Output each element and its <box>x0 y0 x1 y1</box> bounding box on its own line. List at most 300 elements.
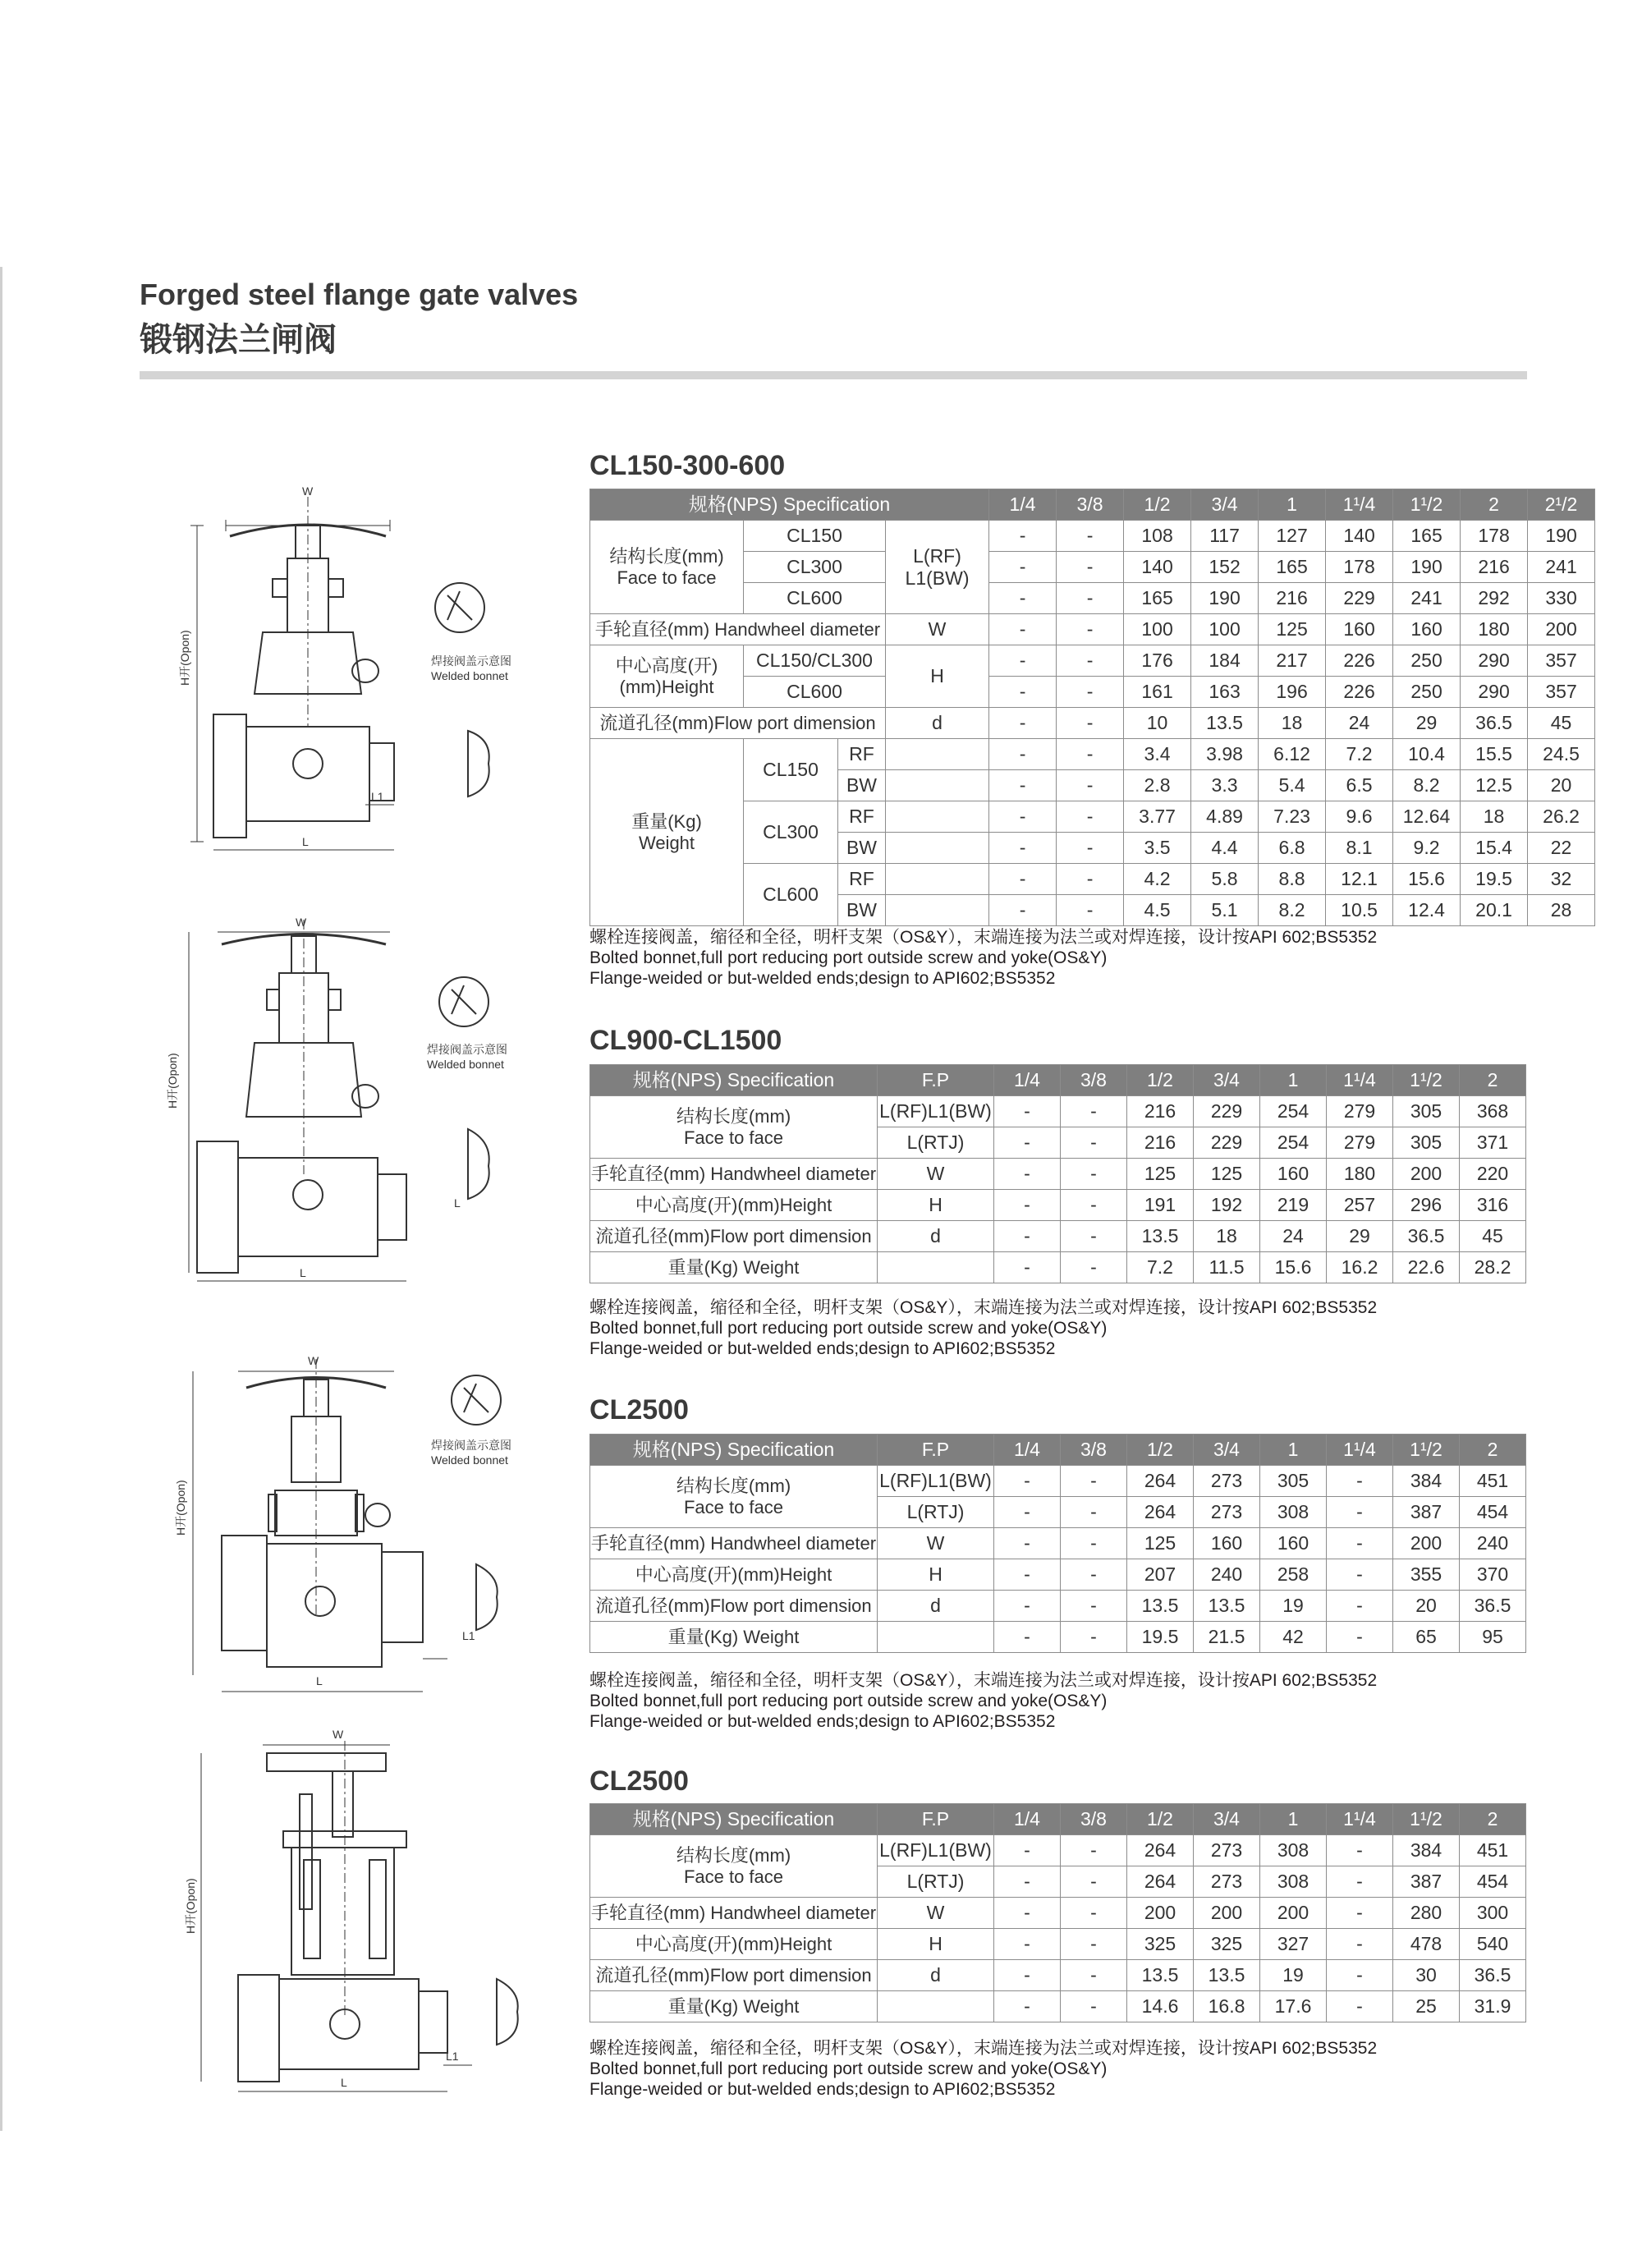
value-cell: 384 <box>1393 1466 1460 1497</box>
size-header: 1¹/4 <box>1327 1065 1393 1096</box>
size-header: 1 <box>1260 1065 1327 1096</box>
value-cell: 160 <box>1260 1159 1327 1190</box>
note-line-en: Flange-weided or but-welded ends;design to API602;BS5352 <box>589 1339 1056 1358</box>
value-cell: 264 <box>1127 1866 1194 1898</box>
value-cell: - <box>1327 1528 1393 1559</box>
symbol-cell: L(RF)L1(BW) <box>878 1835 994 1866</box>
value-cell: 165 <box>1124 583 1191 614</box>
value-cell: 8.1 <box>1326 833 1393 864</box>
value-cell: 21.5 <box>1194 1622 1260 1653</box>
value-cell: 357 <box>1528 677 1595 708</box>
value-cell: - <box>1061 1559 1127 1591</box>
value-cell: - <box>1057 770 1124 801</box>
value-cell: 160 <box>1260 1528 1327 1559</box>
value-cell: 5.1 <box>1191 895 1259 926</box>
handwheel-label: 手轮直径(mm) Handwheel diameter <box>590 1159 878 1190</box>
value-cell: 325 <box>1194 1929 1260 1960</box>
size-header: 2 <box>1460 1065 1526 1096</box>
table-row <box>590 1159 1526 1190</box>
value-cell: 190 <box>1393 552 1461 583</box>
value-cell: 24 <box>1326 708 1393 739</box>
value-cell: 316 <box>1460 1190 1526 1221</box>
table-row <box>590 645 1595 677</box>
value-cell: - <box>994 1898 1061 1929</box>
value-cell: 125 <box>1127 1159 1194 1190</box>
value-cell: 305 <box>1260 1466 1327 1497</box>
value-cell: 30 <box>1393 1960 1460 1991</box>
value-cell: - <box>989 645 1057 677</box>
value-cell: - <box>1327 1559 1393 1591</box>
height-label <box>590 645 744 708</box>
label-cn: 结构长度(mm) <box>676 1106 791 1127</box>
value-cell: 3.77 <box>1124 801 1191 833</box>
value-cell: - <box>1061 1591 1127 1622</box>
size-header: 1/4 <box>994 1435 1061 1466</box>
label-en: Face to face <box>617 567 717 588</box>
value-cell: 384 <box>1393 1835 1460 1866</box>
value-cell: 229 <box>1194 1096 1260 1127</box>
end-type-cell: RF <box>838 801 886 833</box>
table-row <box>590 739 1595 770</box>
dim-label-w: W <box>296 916 307 929</box>
spec-table-cl2500-b <box>589 1803 1526 2022</box>
note-line-cn: 螺栓连接阀盖，缩径和全径，明杆支架（OS&Y），末端连接为法兰或对焊连接，设计按API 602;BS5352 <box>589 2039 1378 2058</box>
value-cell: - <box>994 1252 1061 1283</box>
value-cell: 3.4 <box>1124 739 1191 770</box>
value-cell: 108 <box>1124 521 1191 552</box>
value-cell: 180 <box>1461 614 1528 645</box>
dim-label-h: H开(Opon) <box>178 630 191 686</box>
value-cell: 45 <box>1528 708 1595 739</box>
value-cell: 3.98 <box>1191 739 1259 770</box>
value-cell: 241 <box>1528 552 1595 583</box>
value-cell: 216 <box>1127 1127 1194 1159</box>
value-cell: - <box>989 770 1057 801</box>
value-cell: 454 <box>1460 1866 1526 1898</box>
size-header: 3/8 <box>1061 1435 1127 1466</box>
symbol-cell: H <box>878 1559 994 1591</box>
symbol-cell: H <box>878 1929 994 1960</box>
value-cell: 216 <box>1461 552 1528 583</box>
value-cell: 6.5 <box>1326 770 1393 801</box>
value-cell: 296 <box>1393 1190 1460 1221</box>
table-row <box>590 1190 1526 1221</box>
value-cell: - <box>1057 739 1124 770</box>
welded-label-cn: 焊接阀盖示意图 <box>431 654 511 668</box>
weight-label: 重量(Kg) Weight <box>590 1622 878 1653</box>
spec-header: 规格(NPS) Specification <box>590 1804 878 1835</box>
value-cell: 15.4 <box>1461 833 1528 864</box>
value-cell: - <box>1061 1159 1127 1190</box>
empty-cell <box>886 895 989 926</box>
size-header: 1¹/2 <box>1393 489 1461 521</box>
value-cell: 300 <box>1460 1898 1526 1929</box>
value-cell: - <box>1057 708 1124 739</box>
value-cell: - <box>1061 1835 1127 1866</box>
value-cell: - <box>994 1127 1061 1159</box>
size-header: 1/2 <box>1127 1804 1194 1835</box>
size-header: 3/4 <box>1194 1065 1260 1096</box>
value-cell: 100 <box>1191 614 1259 645</box>
size-header: 1/2 <box>1124 489 1191 521</box>
class-cell: CL300 <box>744 801 838 864</box>
value-cell: 229 <box>1194 1127 1260 1159</box>
value-cell: 176 <box>1124 645 1191 677</box>
value-cell: 180 <box>1327 1159 1393 1190</box>
symbol-cell: L(RTJ) <box>878 1866 994 1898</box>
size-header: 1 <box>1260 1435 1327 1466</box>
table-row <box>590 1096 1526 1127</box>
dim-label-l: L <box>341 2076 347 2089</box>
value-cell: 8.2 <box>1259 895 1326 926</box>
flow-port-label: 流道孔径(mm)Flow port dimension <box>590 1960 878 1991</box>
value-cell: 6.12 <box>1259 739 1326 770</box>
value-cell: 226 <box>1326 645 1393 677</box>
value-cell: 19 <box>1260 1591 1327 1622</box>
table-header-row <box>590 1435 1526 1466</box>
section-title-cl2500: CL2500 <box>589 1765 689 1797</box>
value-cell: 160 <box>1326 614 1393 645</box>
note-line-en: Flange-weided or but-welded ends;design to API602;BS5352 <box>589 1712 1056 1731</box>
value-cell: 190 <box>1191 583 1259 614</box>
value-cell: 14.6 <box>1127 1991 1194 2022</box>
end-type-cell: BW <box>838 895 886 926</box>
empty-cell <box>878 1991 994 2022</box>
value-cell: 18 <box>1259 708 1326 739</box>
value-cell: 10.4 <box>1393 739 1461 770</box>
dim-label-l1: L1 <box>371 790 384 803</box>
value-cell: 216 <box>1127 1096 1194 1127</box>
valve-drawing-1 <box>164 480 525 858</box>
symbol-cell: H <box>878 1190 994 1221</box>
table-note <box>589 1297 1377 1359</box>
value-cell: - <box>989 614 1057 645</box>
value-cell: 117 <box>1191 521 1259 552</box>
value-cell: - <box>1327 1835 1393 1866</box>
size-header: 1 <box>1260 1804 1327 1835</box>
value-cell: - <box>994 1929 1061 1960</box>
value-cell: 13.5 <box>1127 1221 1194 1252</box>
value-cell: 12.1 <box>1326 864 1393 895</box>
empty-cell <box>878 1622 994 1653</box>
symbol-cell: W <box>878 1159 994 1190</box>
value-cell: 10 <box>1124 708 1191 739</box>
value-cell: 290 <box>1461 677 1528 708</box>
size-header: 1¹/2 <box>1393 1804 1460 1835</box>
value-cell: 387 <box>1393 1866 1460 1898</box>
value-cell: - <box>989 801 1057 833</box>
value-cell: 264 <box>1127 1835 1194 1866</box>
welded-label-en: Welded bonnet <box>431 669 508 682</box>
spec-table-cl150-300-600 <box>589 489 1595 926</box>
value-cell: 125 <box>1127 1528 1194 1559</box>
value-cell: - <box>1061 1898 1127 1929</box>
value-cell: 368 <box>1460 1096 1526 1127</box>
value-cell: 264 <box>1127 1497 1194 1528</box>
symbol-cell <box>886 521 989 614</box>
value-cell: - <box>989 864 1057 895</box>
value-cell: - <box>1061 1866 1127 1898</box>
dim-label-h: H开(Opon) <box>184 1878 197 1934</box>
value-cell: - <box>1327 1497 1393 1528</box>
fp-header: F.P <box>878 1435 994 1466</box>
value-cell: - <box>1061 1497 1127 1528</box>
value-cell: 3.3 <box>1191 770 1259 801</box>
value-cell: - <box>1057 583 1124 614</box>
spec-header: 规格(NPS) Specification <box>590 489 989 521</box>
table-row <box>590 1835 1526 1866</box>
dim-label-l: L <box>302 835 309 848</box>
value-cell: 207 <box>1127 1559 1194 1591</box>
value-cell: 19 <box>1260 1960 1327 1991</box>
dim-label-w: W <box>308 1354 319 1367</box>
value-cell: 29 <box>1327 1221 1393 1252</box>
value-cell: 125 <box>1194 1159 1260 1190</box>
value-cell: - <box>994 1991 1061 2022</box>
value-cell: 240 <box>1460 1528 1526 1559</box>
value-cell: 22 <box>1528 833 1595 864</box>
value-cell: 160 <box>1393 614 1461 645</box>
value-cell: - <box>989 739 1057 770</box>
value-cell: 357 <box>1528 645 1595 677</box>
section-title-cl2500: CL2500 <box>589 1394 689 1426</box>
size-header: 1¹/4 <box>1327 1804 1393 1835</box>
size-header: 2 <box>1461 489 1528 521</box>
value-cell: 163 <box>1191 677 1259 708</box>
value-cell: 216 <box>1259 583 1326 614</box>
gate-valve-drawing <box>164 480 525 858</box>
size-header: 1/4 <box>994 1804 1061 1835</box>
class-cell: CL600 <box>744 677 886 708</box>
face-to-face-label <box>590 1835 878 1898</box>
value-cell: - <box>994 1559 1061 1591</box>
value-cell: - <box>994 1096 1061 1127</box>
value-cell: 192 <box>1194 1190 1260 1221</box>
value-cell: 7.23 <box>1259 801 1326 833</box>
value-cell: - <box>1327 1466 1393 1497</box>
dim-label-l: L <box>454 1196 461 1210</box>
value-cell: 290 <box>1461 645 1528 677</box>
value-cell: 13.5 <box>1127 1591 1194 1622</box>
size-header: 3/8 <box>1061 1065 1127 1096</box>
symbol-cell: L(RTJ) <box>878 1127 994 1159</box>
symbol-cell: W <box>886 614 989 645</box>
table-row <box>590 1929 1526 1960</box>
end-type-cell: BW <box>838 833 886 864</box>
value-cell: 7.2 <box>1326 739 1393 770</box>
value-cell: 165 <box>1393 521 1461 552</box>
label-en: Face to face <box>683 1866 784 1887</box>
value-cell: - <box>1057 677 1124 708</box>
value-cell: 478 <box>1393 1929 1460 1960</box>
value-cell: - <box>989 895 1057 926</box>
table-note <box>589 1670 1377 1732</box>
class-cell: CL150 <box>744 521 886 552</box>
welded-label-en: Welded bonnet <box>427 1058 504 1071</box>
value-cell: 127 <box>1259 521 1326 552</box>
symbol-cell: d <box>878 1591 994 1622</box>
value-cell: 196 <box>1259 677 1326 708</box>
table-note <box>589 2038 1377 2100</box>
symbol-cell: d <box>878 1221 994 1252</box>
class-cell: CL600 <box>744 583 886 614</box>
symbol-lrf: L(RF) <box>913 545 961 567</box>
value-cell: - <box>1057 833 1124 864</box>
value-cell: 31.9 <box>1460 1991 1526 2022</box>
value-cell: 200 <box>1194 1898 1260 1929</box>
label-en: (mm)Height <box>619 676 714 697</box>
value-cell: 219 <box>1260 1190 1327 1221</box>
value-cell: 8.2 <box>1393 770 1461 801</box>
table-row <box>590 1622 1526 1653</box>
value-cell: 355 <box>1393 1559 1460 1591</box>
table-row <box>590 1528 1526 1559</box>
value-cell: 19.5 <box>1127 1622 1194 1653</box>
value-cell: - <box>1061 1960 1127 1991</box>
spec-table-cl900-cl1500 <box>589 1064 1526 1283</box>
value-cell: 140 <box>1326 521 1393 552</box>
value-cell: 20 <box>1393 1591 1460 1622</box>
value-cell: 370 <box>1460 1559 1526 1591</box>
value-cell: 191 <box>1127 1190 1194 1221</box>
handwheel-label: 手轮直径(mm) Handwheel diameter <box>590 614 886 645</box>
gate-valve-drawing <box>160 911 521 1281</box>
value-cell: 229 <box>1326 583 1393 614</box>
value-cell: 540 <box>1460 1929 1526 1960</box>
spec-header: 规格(NPS) Specification <box>590 1065 878 1096</box>
note-line-en: Flange-weided or but-welded ends;design to API602;BS5352 <box>589 2080 1056 2099</box>
empty-cell <box>886 801 989 833</box>
value-cell: 184 <box>1191 645 1259 677</box>
fp-header: F.P <box>878 1065 994 1096</box>
value-cell: - <box>1327 1898 1393 1929</box>
table-row <box>590 1252 1526 1283</box>
value-cell: - <box>1061 1096 1127 1127</box>
value-cell: - <box>994 1190 1061 1221</box>
symbol-cell: L(RTJ) <box>878 1497 994 1528</box>
weight-label: 重量(Kg) Weight <box>590 1991 878 2022</box>
symbol-cell: d <box>886 708 989 739</box>
value-cell: - <box>1327 1591 1393 1622</box>
value-cell: - <box>994 1591 1061 1622</box>
handwheel-label: 手轮直径(mm) Handwheel diameter <box>590 1898 878 1929</box>
size-header: 1¹/4 <box>1327 1435 1393 1466</box>
value-cell: 16.2 <box>1327 1252 1393 1283</box>
value-cell: 36.5 <box>1461 708 1528 739</box>
face-to-face-label <box>590 1096 878 1159</box>
value-cell: 220 <box>1460 1159 1526 1190</box>
value-cell: 308 <box>1260 1866 1327 1898</box>
class-cell: CL150 <box>744 739 838 801</box>
value-cell: 12.4 <box>1393 895 1461 926</box>
symbol-cell: W <box>878 1898 994 1929</box>
value-cell: 36.5 <box>1460 1960 1526 1991</box>
value-cell: 254 <box>1260 1127 1327 1159</box>
size-header: 3/4 <box>1191 489 1259 521</box>
value-cell: 160 <box>1194 1528 1260 1559</box>
value-cell: - <box>989 708 1057 739</box>
value-cell: - <box>1057 864 1124 895</box>
size-header: 1¹/2 <box>1393 1435 1460 1466</box>
label-cn: 中心高度(开) <box>615 655 718 677</box>
value-cell: 308 <box>1260 1497 1327 1528</box>
value-cell: 140 <box>1124 552 1191 583</box>
size-header: 1 <box>1259 489 1326 521</box>
size-header: 1/2 <box>1127 1065 1194 1096</box>
value-cell: - <box>1327 1960 1393 1991</box>
value-cell: 152 <box>1191 552 1259 583</box>
value-cell: 13.5 <box>1194 1960 1260 1991</box>
value-cell: - <box>989 833 1057 864</box>
height-label: 中心高度(开)(mm)Height <box>590 1929 878 1960</box>
label-en: Weight <box>638 832 695 853</box>
value-cell: 257 <box>1327 1190 1393 1221</box>
value-cell: 36.5 <box>1393 1221 1460 1252</box>
page-title-cn: 锻钢法兰闸阀 <box>140 322 337 358</box>
value-cell: - <box>1057 521 1124 552</box>
note-line-en: Bolted bonnet,full port reducing port outside screw and yoke(OS&Y) <box>589 2059 1108 2078</box>
empty-cell <box>886 770 989 801</box>
value-cell: 454 <box>1460 1497 1526 1528</box>
symbol-cell: L(RF)L1(BW) <box>878 1096 994 1127</box>
value-cell: 451 <box>1460 1466 1526 1497</box>
value-cell: 5.8 <box>1191 864 1259 895</box>
value-cell: - <box>989 521 1057 552</box>
value-cell: 305 <box>1393 1127 1460 1159</box>
value-cell: 161 <box>1124 677 1191 708</box>
class-cell: CL300 <box>744 552 886 583</box>
size-header: 3/8 <box>1057 489 1124 521</box>
value-cell: 330 <box>1528 583 1595 614</box>
value-cell: 20.1 <box>1461 895 1528 926</box>
value-cell: 3.5 <box>1124 833 1191 864</box>
table-row <box>590 614 1595 645</box>
value-cell: 9.6 <box>1326 801 1393 833</box>
value-cell: 26.2 <box>1528 801 1595 833</box>
table-row <box>590 1466 1526 1497</box>
value-cell: 15.5 <box>1461 739 1528 770</box>
value-cell: 20 <box>1528 770 1595 801</box>
dim-label-w: W <box>333 1728 344 1741</box>
value-cell: - <box>1061 1252 1127 1283</box>
value-cell: - <box>994 1960 1061 1991</box>
size-header: 3/4 <box>1194 1435 1260 1466</box>
value-cell: 17.6 <box>1260 1991 1327 2022</box>
value-cell: 325 <box>1127 1929 1194 1960</box>
note-line-cn: 螺栓连接阀盖，缩径和全径，明杆支架（OS&Y），末端连接为法兰或对焊连接，设计按API 602;BS5352 <box>589 1671 1378 1690</box>
value-cell: 273 <box>1194 1466 1260 1497</box>
table-row <box>590 1898 1526 1929</box>
value-cell: - <box>994 1497 1061 1528</box>
handwheel-label: 手轮直径(mm) Handwheel diameter <box>590 1528 878 1559</box>
value-cell: 4.2 <box>1124 864 1191 895</box>
value-cell: 125 <box>1259 614 1326 645</box>
value-cell: 200 <box>1260 1898 1327 1929</box>
valve-drawing-4 <box>185 1720 530 2098</box>
value-cell: - <box>1057 801 1124 833</box>
dim-label-h: H开(Opon) <box>174 1480 187 1536</box>
dim-label-l: L <box>300 1266 306 1279</box>
value-cell: - <box>989 677 1057 708</box>
note-line-cn: 螺栓连接阀盖，缩径和全径，明杆支架（OS&Y），末端连接为法兰或对焊连接，设计按API 602;BS5352 <box>589 928 1378 947</box>
spec-header: 规格(NPS) Specification <box>590 1435 878 1466</box>
value-cell: 280 <box>1393 1898 1460 1929</box>
valve-drawing-3 <box>174 1347 521 1708</box>
table-row <box>590 1559 1526 1591</box>
gate-valve-drawing <box>185 1720 530 2098</box>
size-header: 1/4 <box>994 1065 1061 1096</box>
value-cell: 279 <box>1327 1127 1393 1159</box>
